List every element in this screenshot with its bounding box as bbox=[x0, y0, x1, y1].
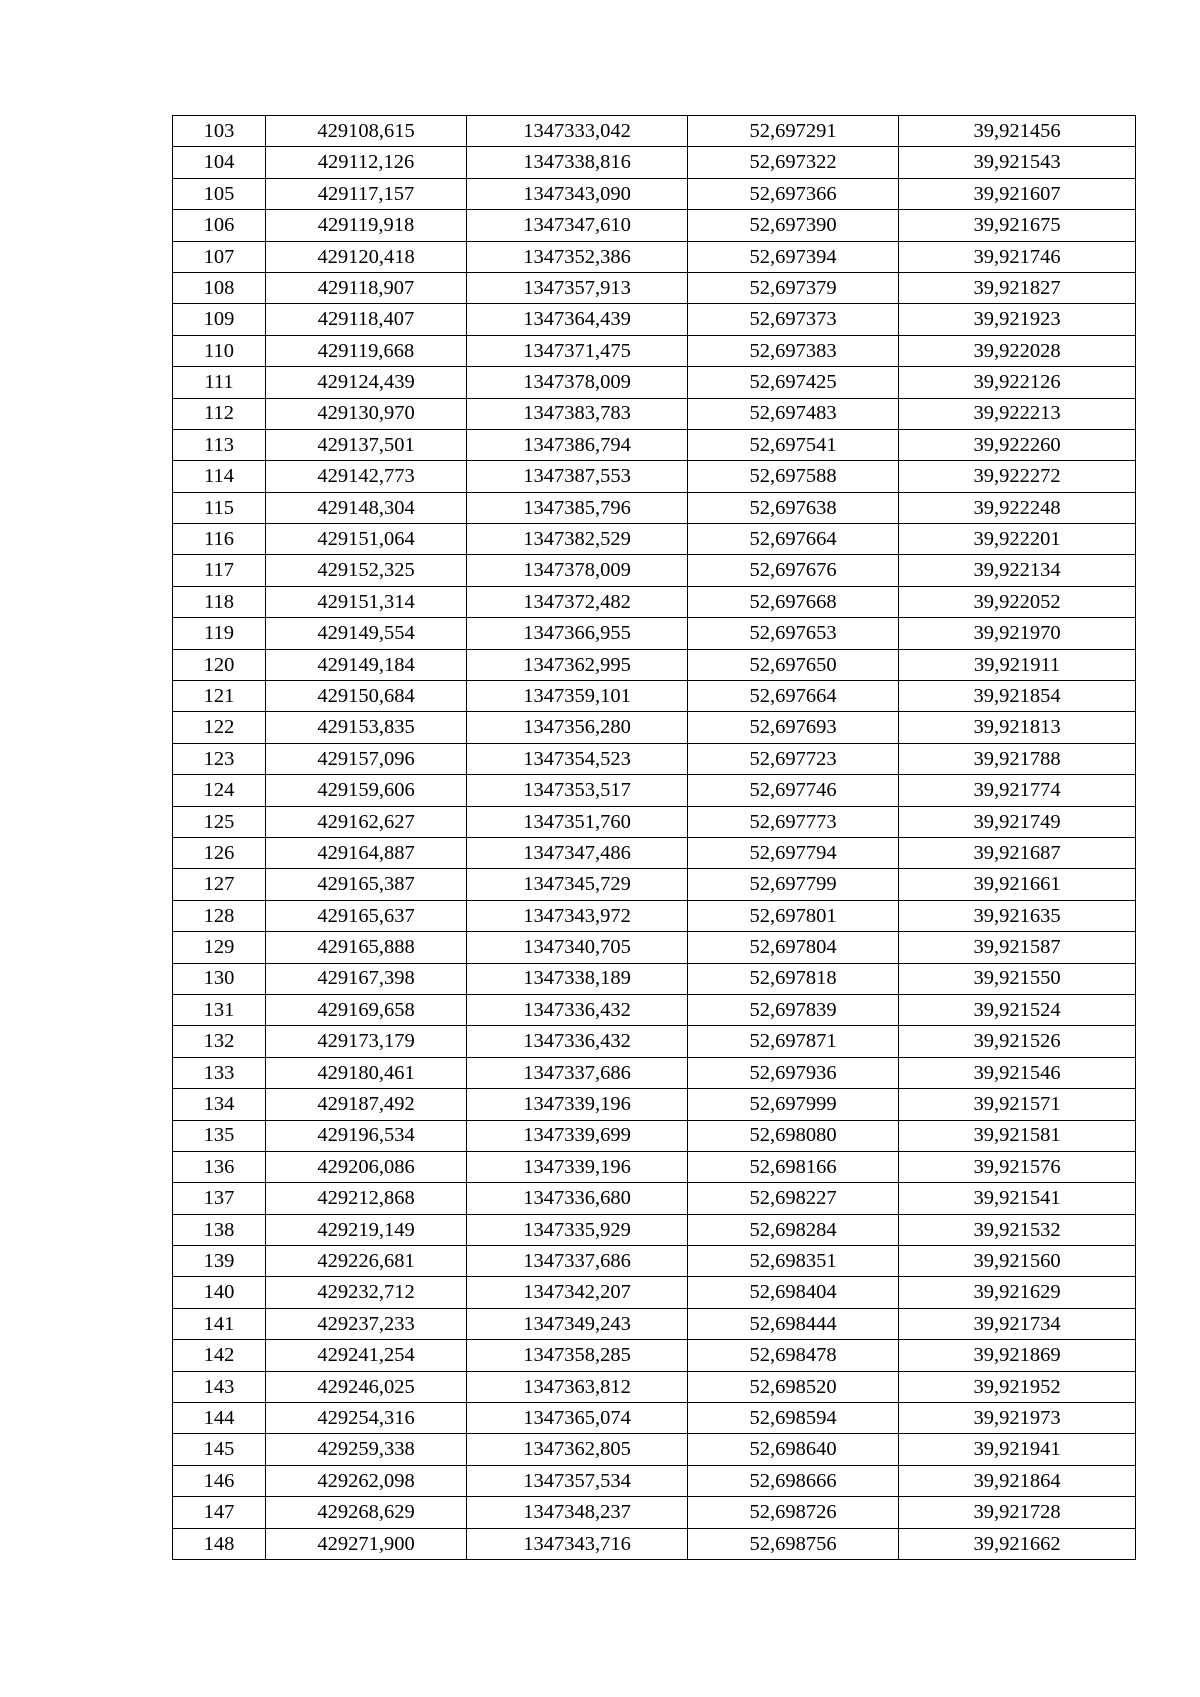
longitude-cell: 39,921524 bbox=[899, 994, 1136, 1025]
point-number-cell: 137 bbox=[173, 1183, 266, 1214]
table-row bbox=[173, 429, 1136, 460]
latitude-cell: 52,697650 bbox=[688, 649, 899, 680]
x-coordinate-cell: 429165,387 bbox=[266, 869, 467, 900]
longitude-cell: 39,921728 bbox=[899, 1497, 1136, 1528]
x-coordinate-cell: 429241,254 bbox=[266, 1340, 467, 1371]
longitude-cell: 39,921543 bbox=[899, 147, 1136, 178]
x-coordinate-cell: 429119,668 bbox=[266, 335, 467, 366]
y-coordinate-cell: 1347386,794 bbox=[467, 429, 688, 460]
table-row bbox=[173, 775, 1136, 806]
table-row bbox=[173, 712, 1136, 743]
x-coordinate-cell: 429268,629 bbox=[266, 1497, 467, 1528]
table-row bbox=[173, 304, 1136, 335]
latitude-cell: 52,698080 bbox=[688, 1120, 899, 1151]
y-coordinate-cell: 1347349,243 bbox=[467, 1308, 688, 1339]
y-coordinate-cell: 1347358,285 bbox=[467, 1340, 688, 1371]
latitude-cell: 52,697664 bbox=[688, 681, 899, 712]
x-coordinate-cell: 429108,615 bbox=[266, 116, 467, 147]
longitude-cell: 39,921746 bbox=[899, 241, 1136, 272]
x-coordinate-cell: 429212,868 bbox=[266, 1183, 467, 1214]
x-coordinate-cell: 429148,304 bbox=[266, 492, 467, 523]
table-row bbox=[173, 1214, 1136, 1245]
latitude-cell: 52,697373 bbox=[688, 304, 899, 335]
table-row bbox=[173, 241, 1136, 272]
y-coordinate-cell: 1347385,796 bbox=[467, 492, 688, 523]
table-row bbox=[173, 681, 1136, 712]
x-coordinate-cell: 429271,900 bbox=[266, 1528, 467, 1559]
point-number-cell: 130 bbox=[173, 963, 266, 994]
point-number-cell: 122 bbox=[173, 712, 266, 743]
y-coordinate-cell: 1347336,680 bbox=[467, 1183, 688, 1214]
table-row bbox=[173, 1120, 1136, 1151]
table-row bbox=[173, 1183, 1136, 1214]
table-row bbox=[173, 335, 1136, 366]
longitude-cell: 39,921941 bbox=[899, 1434, 1136, 1465]
latitude-cell: 52,698640 bbox=[688, 1434, 899, 1465]
longitude-cell: 39,922052 bbox=[899, 586, 1136, 617]
x-coordinate-cell: 429149,184 bbox=[266, 649, 467, 680]
longitude-cell: 39,921571 bbox=[899, 1089, 1136, 1120]
point-number-cell: 109 bbox=[173, 304, 266, 335]
latitude-cell: 52,697799 bbox=[688, 869, 899, 900]
table-row bbox=[173, 492, 1136, 523]
y-coordinate-cell: 1347343,716 bbox=[467, 1528, 688, 1559]
table-row bbox=[173, 586, 1136, 617]
longitude-cell: 39,922272 bbox=[899, 461, 1136, 492]
latitude-cell: 52,697746 bbox=[688, 775, 899, 806]
longitude-cell: 39,921576 bbox=[899, 1151, 1136, 1182]
table-row bbox=[173, 116, 1136, 147]
latitude-cell: 52,697693 bbox=[688, 712, 899, 743]
y-coordinate-cell: 1347337,686 bbox=[467, 1057, 688, 1088]
point-number-cell: 110 bbox=[173, 335, 266, 366]
latitude-cell: 52,698227 bbox=[688, 1183, 899, 1214]
y-coordinate-cell: 1347337,686 bbox=[467, 1246, 688, 1277]
table-row bbox=[173, 178, 1136, 209]
table-row bbox=[173, 1246, 1136, 1277]
y-coordinate-cell: 1347363,812 bbox=[467, 1371, 688, 1402]
latitude-cell: 52,697794 bbox=[688, 837, 899, 868]
table-row bbox=[173, 367, 1136, 398]
point-number-cell: 108 bbox=[173, 272, 266, 303]
y-coordinate-cell: 1347348,237 bbox=[467, 1497, 688, 1528]
point-number-cell: 103 bbox=[173, 116, 266, 147]
y-coordinate-cell: 1347383,783 bbox=[467, 398, 688, 429]
longitude-cell: 39,921687 bbox=[899, 837, 1136, 868]
longitude-cell: 39,921788 bbox=[899, 743, 1136, 774]
latitude-cell: 52,697668 bbox=[688, 586, 899, 617]
longitude-cell: 39,921607 bbox=[899, 178, 1136, 209]
latitude-cell: 52,697541 bbox=[688, 429, 899, 460]
longitude-cell: 39,921827 bbox=[899, 272, 1136, 303]
x-coordinate-cell: 429196,534 bbox=[266, 1120, 467, 1151]
longitude-cell: 39,921532 bbox=[899, 1214, 1136, 1245]
x-coordinate-cell: 429119,918 bbox=[266, 210, 467, 241]
longitude-cell: 39,921629 bbox=[899, 1277, 1136, 1308]
y-coordinate-cell: 1347335,929 bbox=[467, 1214, 688, 1245]
y-coordinate-cell: 1347378,009 bbox=[467, 367, 688, 398]
x-coordinate-cell: 429162,627 bbox=[266, 806, 467, 837]
y-coordinate-cell: 1347357,913 bbox=[467, 272, 688, 303]
latitude-cell: 52,697936 bbox=[688, 1057, 899, 1088]
y-coordinate-cell: 1347336,432 bbox=[467, 1026, 688, 1057]
point-number-cell: 132 bbox=[173, 1026, 266, 1057]
point-number-cell: 112 bbox=[173, 398, 266, 429]
longitude-cell: 39,921581 bbox=[899, 1120, 1136, 1151]
x-coordinate-cell: 429254,316 bbox=[266, 1403, 467, 1434]
x-coordinate-cell: 429150,684 bbox=[266, 681, 467, 712]
y-coordinate-cell: 1347347,486 bbox=[467, 837, 688, 868]
latitude-cell: 52,697871 bbox=[688, 1026, 899, 1057]
table-row bbox=[173, 210, 1136, 241]
point-number-cell: 107 bbox=[173, 241, 266, 272]
table-row bbox=[173, 1277, 1136, 1308]
longitude-cell: 39,922248 bbox=[899, 492, 1136, 523]
y-coordinate-cell: 1347345,729 bbox=[467, 869, 688, 900]
y-coordinate-cell: 1347359,101 bbox=[467, 681, 688, 712]
latitude-cell: 52,697804 bbox=[688, 932, 899, 963]
point-number-cell: 148 bbox=[173, 1528, 266, 1559]
latitude-cell: 52,697801 bbox=[688, 900, 899, 931]
latitude-cell: 52,697383 bbox=[688, 335, 899, 366]
y-coordinate-cell: 1347357,534 bbox=[467, 1465, 688, 1496]
y-coordinate-cell: 1347382,529 bbox=[467, 524, 688, 555]
table-row bbox=[173, 932, 1136, 963]
latitude-cell: 52,698520 bbox=[688, 1371, 899, 1402]
y-coordinate-cell: 1347378,009 bbox=[467, 555, 688, 586]
table-row bbox=[173, 1026, 1136, 1057]
table-row bbox=[173, 1497, 1136, 1528]
point-number-cell: 123 bbox=[173, 743, 266, 774]
x-coordinate-cell: 429206,086 bbox=[266, 1151, 467, 1182]
latitude-cell: 52,697366 bbox=[688, 178, 899, 209]
x-coordinate-cell: 429153,835 bbox=[266, 712, 467, 743]
point-number-cell: 117 bbox=[173, 555, 266, 586]
x-coordinate-cell: 429117,157 bbox=[266, 178, 467, 209]
point-number-cell: 139 bbox=[173, 1246, 266, 1277]
table-row bbox=[173, 806, 1136, 837]
x-coordinate-cell: 429167,398 bbox=[266, 963, 467, 994]
longitude-cell: 39,921923 bbox=[899, 304, 1136, 335]
point-number-cell: 121 bbox=[173, 681, 266, 712]
x-coordinate-cell: 429165,637 bbox=[266, 900, 467, 931]
y-coordinate-cell: 1347356,280 bbox=[467, 712, 688, 743]
x-coordinate-cell: 429180,461 bbox=[266, 1057, 467, 1088]
x-coordinate-cell: 429124,439 bbox=[266, 367, 467, 398]
latitude-cell: 52,698666 bbox=[688, 1465, 899, 1496]
table-row bbox=[173, 649, 1136, 680]
point-number-cell: 129 bbox=[173, 932, 266, 963]
point-number-cell: 113 bbox=[173, 429, 266, 460]
latitude-cell: 52,697291 bbox=[688, 116, 899, 147]
x-coordinate-cell: 429165,888 bbox=[266, 932, 467, 963]
point-number-cell: 146 bbox=[173, 1465, 266, 1496]
latitude-cell: 52,697322 bbox=[688, 147, 899, 178]
point-number-cell: 141 bbox=[173, 1308, 266, 1339]
table-row bbox=[173, 869, 1136, 900]
x-coordinate-cell: 429226,681 bbox=[266, 1246, 467, 1277]
point-number-cell: 136 bbox=[173, 1151, 266, 1182]
y-coordinate-cell: 1347339,699 bbox=[467, 1120, 688, 1151]
latitude-cell: 52,697638 bbox=[688, 492, 899, 523]
coordinates-table bbox=[172, 115, 1136, 1560]
latitude-cell: 52,697839 bbox=[688, 994, 899, 1025]
point-number-cell: 124 bbox=[173, 775, 266, 806]
y-coordinate-cell: 1347352,386 bbox=[467, 241, 688, 272]
point-number-cell: 125 bbox=[173, 806, 266, 837]
y-coordinate-cell: 1347354,523 bbox=[467, 743, 688, 774]
longitude-cell: 39,921864 bbox=[899, 1465, 1136, 1496]
longitude-cell: 39,922126 bbox=[899, 367, 1136, 398]
point-number-cell: 118 bbox=[173, 586, 266, 617]
point-number-cell: 135 bbox=[173, 1120, 266, 1151]
longitude-cell: 39,921734 bbox=[899, 1308, 1136, 1339]
latitude-cell: 52,698284 bbox=[688, 1214, 899, 1245]
point-number-cell: 134 bbox=[173, 1089, 266, 1120]
point-number-cell: 120 bbox=[173, 649, 266, 680]
table-row bbox=[173, 1089, 1136, 1120]
y-coordinate-cell: 1347372,482 bbox=[467, 586, 688, 617]
point-number-cell: 127 bbox=[173, 869, 266, 900]
y-coordinate-cell: 1347339,196 bbox=[467, 1151, 688, 1182]
latitude-cell: 52,697676 bbox=[688, 555, 899, 586]
x-coordinate-cell: 429219,149 bbox=[266, 1214, 467, 1245]
y-coordinate-cell: 1347362,805 bbox=[467, 1434, 688, 1465]
x-coordinate-cell: 429149,554 bbox=[266, 618, 467, 649]
x-coordinate-cell: 429159,606 bbox=[266, 775, 467, 806]
latitude-cell: 52,698444 bbox=[688, 1308, 899, 1339]
table-row bbox=[173, 1151, 1136, 1182]
latitude-cell: 52,698726 bbox=[688, 1497, 899, 1528]
point-number-cell: 104 bbox=[173, 147, 266, 178]
longitude-cell: 39,921635 bbox=[899, 900, 1136, 931]
longitude-cell: 39,921456 bbox=[899, 116, 1136, 147]
point-number-cell: 114 bbox=[173, 461, 266, 492]
y-coordinate-cell: 1347336,432 bbox=[467, 994, 688, 1025]
y-coordinate-cell: 1347365,074 bbox=[467, 1403, 688, 1434]
x-coordinate-cell: 429187,492 bbox=[266, 1089, 467, 1120]
y-coordinate-cell: 1347338,189 bbox=[467, 963, 688, 994]
longitude-cell: 39,921526 bbox=[899, 1026, 1136, 1057]
point-number-cell: 147 bbox=[173, 1497, 266, 1528]
y-coordinate-cell: 1347364,439 bbox=[467, 304, 688, 335]
x-coordinate-cell: 429130,970 bbox=[266, 398, 467, 429]
y-coordinate-cell: 1347340,705 bbox=[467, 932, 688, 963]
x-coordinate-cell: 429164,887 bbox=[266, 837, 467, 868]
y-coordinate-cell: 1347342,207 bbox=[467, 1277, 688, 1308]
x-coordinate-cell: 429151,064 bbox=[266, 524, 467, 555]
x-coordinate-cell: 429118,407 bbox=[266, 304, 467, 335]
latitude-cell: 52,698594 bbox=[688, 1403, 899, 1434]
x-coordinate-cell: 429118,907 bbox=[266, 272, 467, 303]
point-number-cell: 131 bbox=[173, 994, 266, 1025]
latitude-cell: 52,697394 bbox=[688, 241, 899, 272]
longitude-cell: 39,921546 bbox=[899, 1057, 1136, 1088]
longitude-cell: 39,921661 bbox=[899, 869, 1136, 900]
table-row bbox=[173, 147, 1136, 178]
latitude-cell: 52,697425 bbox=[688, 367, 899, 398]
latitude-cell: 52,698478 bbox=[688, 1340, 899, 1371]
y-coordinate-cell: 1347343,090 bbox=[467, 178, 688, 209]
latitude-cell: 52,698404 bbox=[688, 1277, 899, 1308]
y-coordinate-cell: 1347371,475 bbox=[467, 335, 688, 366]
latitude-cell: 52,698351 bbox=[688, 1246, 899, 1277]
table-row bbox=[173, 900, 1136, 931]
point-number-cell: 115 bbox=[173, 492, 266, 523]
y-coordinate-cell: 1347333,042 bbox=[467, 116, 688, 147]
latitude-cell: 52,697379 bbox=[688, 272, 899, 303]
longitude-cell: 39,921675 bbox=[899, 210, 1136, 241]
x-coordinate-cell: 429262,098 bbox=[266, 1465, 467, 1496]
table-row bbox=[173, 272, 1136, 303]
table-row bbox=[173, 963, 1136, 994]
latitude-cell: 52,697483 bbox=[688, 398, 899, 429]
point-number-cell: 106 bbox=[173, 210, 266, 241]
longitude-cell: 39,921560 bbox=[899, 1246, 1136, 1277]
longitude-cell: 39,921952 bbox=[899, 1371, 1136, 1402]
y-coordinate-cell: 1347338,816 bbox=[467, 147, 688, 178]
x-coordinate-cell: 429151,314 bbox=[266, 586, 467, 617]
longitude-cell: 39,921662 bbox=[899, 1528, 1136, 1559]
longitude-cell: 39,921749 bbox=[899, 806, 1136, 837]
longitude-cell: 39,921813 bbox=[899, 712, 1136, 743]
latitude-cell: 52,697999 bbox=[688, 1089, 899, 1120]
table-row bbox=[173, 1528, 1136, 1559]
y-coordinate-cell: 1347339,196 bbox=[467, 1089, 688, 1120]
latitude-cell: 52,697664 bbox=[688, 524, 899, 555]
longitude-cell: 39,922213 bbox=[899, 398, 1136, 429]
table-row bbox=[173, 994, 1136, 1025]
longitude-cell: 39,921541 bbox=[899, 1183, 1136, 1214]
x-coordinate-cell: 429112,126 bbox=[266, 147, 467, 178]
longitude-cell: 39,921587 bbox=[899, 932, 1136, 963]
longitude-cell: 39,922134 bbox=[899, 555, 1136, 586]
table-row bbox=[173, 618, 1136, 649]
point-number-cell: 116 bbox=[173, 524, 266, 555]
longitude-cell: 39,921550 bbox=[899, 963, 1136, 994]
longitude-cell: 39,921970 bbox=[899, 618, 1136, 649]
point-number-cell: 138 bbox=[173, 1214, 266, 1245]
y-coordinate-cell: 1347362,995 bbox=[467, 649, 688, 680]
table-row bbox=[173, 1403, 1136, 1434]
latitude-cell: 52,697390 bbox=[688, 210, 899, 241]
table-row bbox=[173, 398, 1136, 429]
point-number-cell: 140 bbox=[173, 1277, 266, 1308]
y-coordinate-cell: 1347353,517 bbox=[467, 775, 688, 806]
latitude-cell: 52,698166 bbox=[688, 1151, 899, 1182]
table-row bbox=[173, 1057, 1136, 1088]
latitude-cell: 52,698756 bbox=[688, 1528, 899, 1559]
x-coordinate-cell: 429246,025 bbox=[266, 1371, 467, 1402]
y-coordinate-cell: 1347347,610 bbox=[467, 210, 688, 241]
table-row bbox=[173, 1465, 1136, 1496]
latitude-cell: 52,697588 bbox=[688, 461, 899, 492]
latitude-cell: 52,697653 bbox=[688, 618, 899, 649]
y-coordinate-cell: 1347351,760 bbox=[467, 806, 688, 837]
longitude-cell: 39,921869 bbox=[899, 1340, 1136, 1371]
x-coordinate-cell: 429152,325 bbox=[266, 555, 467, 586]
longitude-cell: 39,921911 bbox=[899, 649, 1136, 680]
point-number-cell: 126 bbox=[173, 837, 266, 868]
table-row bbox=[173, 1371, 1136, 1402]
point-number-cell: 133 bbox=[173, 1057, 266, 1088]
x-coordinate-cell: 429173,179 bbox=[266, 1026, 467, 1057]
x-coordinate-cell: 429157,096 bbox=[266, 743, 467, 774]
table-row bbox=[173, 524, 1136, 555]
coordinates-table-body bbox=[173, 116, 1136, 1560]
longitude-cell: 39,921854 bbox=[899, 681, 1136, 712]
table-row bbox=[173, 1340, 1136, 1371]
table-row bbox=[173, 461, 1136, 492]
latitude-cell: 52,697723 bbox=[688, 743, 899, 774]
longitude-cell: 39,921774 bbox=[899, 775, 1136, 806]
point-number-cell: 144 bbox=[173, 1403, 266, 1434]
longitude-cell: 39,921973 bbox=[899, 1403, 1136, 1434]
table-row bbox=[173, 837, 1136, 868]
longitude-cell: 39,922201 bbox=[899, 524, 1136, 555]
x-coordinate-cell: 429169,658 bbox=[266, 994, 467, 1025]
table-row bbox=[173, 555, 1136, 586]
x-coordinate-cell: 429120,418 bbox=[266, 241, 467, 272]
longitude-cell: 39,922028 bbox=[899, 335, 1136, 366]
table-row bbox=[173, 1434, 1136, 1465]
y-coordinate-cell: 1347387,553 bbox=[467, 461, 688, 492]
y-coordinate-cell: 1347366,955 bbox=[467, 618, 688, 649]
latitude-cell: 52,697818 bbox=[688, 963, 899, 994]
x-coordinate-cell: 429237,233 bbox=[266, 1308, 467, 1339]
table-row bbox=[173, 743, 1136, 774]
point-number-cell: 119 bbox=[173, 618, 266, 649]
point-number-cell: 128 bbox=[173, 900, 266, 931]
x-coordinate-cell: 429232,712 bbox=[266, 1277, 467, 1308]
x-coordinate-cell: 429259,338 bbox=[266, 1434, 467, 1465]
x-coordinate-cell: 429137,501 bbox=[266, 429, 467, 460]
y-coordinate-cell: 1347343,972 bbox=[467, 900, 688, 931]
longitude-cell: 39,922260 bbox=[899, 429, 1136, 460]
point-number-cell: 111 bbox=[173, 367, 266, 398]
x-coordinate-cell: 429142,773 bbox=[266, 461, 467, 492]
point-number-cell: 145 bbox=[173, 1434, 266, 1465]
table-row bbox=[173, 1308, 1136, 1339]
point-number-cell: 105 bbox=[173, 178, 266, 209]
point-number-cell: 142 bbox=[173, 1340, 266, 1371]
latitude-cell: 52,697773 bbox=[688, 806, 899, 837]
point-number-cell: 143 bbox=[173, 1371, 266, 1402]
